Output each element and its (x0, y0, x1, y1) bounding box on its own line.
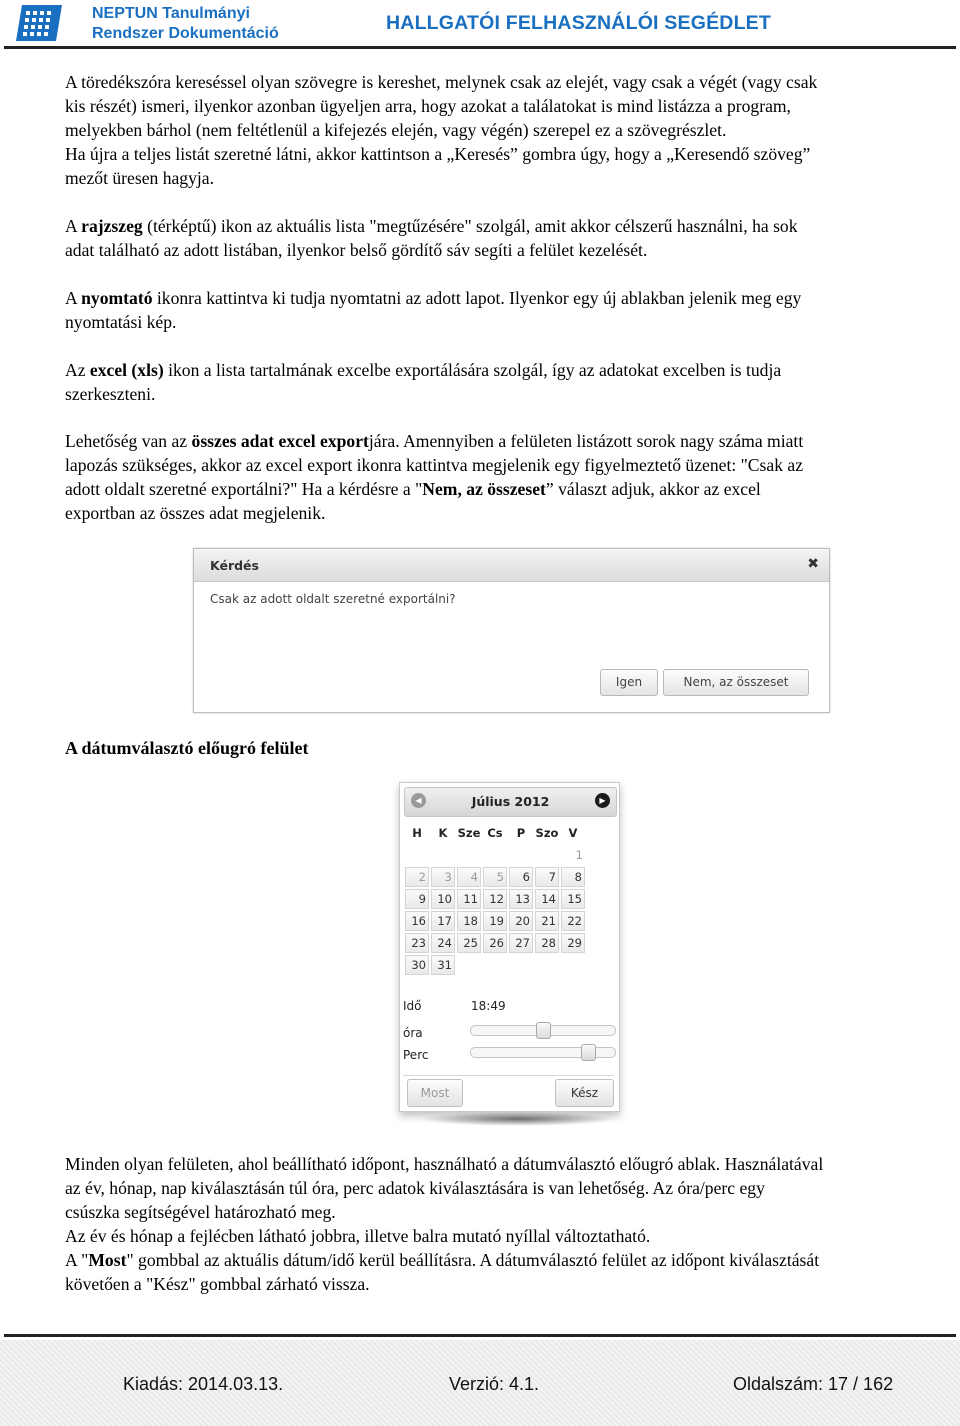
weekday-label: Sze (457, 826, 481, 840)
pin-term: rajzszeg (81, 216, 143, 236)
hour-label: óra (403, 1026, 423, 1040)
calendar-day[interactable]: 7 (535, 867, 559, 887)
empty-day-cell (483, 955, 507, 975)
calendar-day[interactable]: 14 (535, 889, 559, 909)
minute-slider-handle[interactable] (581, 1044, 596, 1061)
page-header (0, 0, 960, 50)
document-title: HALLGATÓI FELHASZNÁLÓI SEGÉDLET (386, 12, 771, 34)
excel-term: excel (xls) (89, 360, 164, 380)
weekday-label: Szo (535, 826, 559, 840)
calendar-week-row (405, 845, 585, 865)
text-line: nyomtatási kép. (65, 312, 177, 332)
time-label: Idő (403, 999, 422, 1013)
datepicker-header (404, 787, 617, 817)
calendar-day[interactable]: 13 (509, 889, 533, 909)
datepicker-popup (399, 782, 620, 1112)
text-line: csúszka segítségével határozható meg. (65, 1202, 336, 1222)
text-line: kis részét) ismeri, ilyenkor azonban ügyeljen arra, hogy azokat a találatokat is mind listázza a program, (65, 96, 791, 116)
empty-day-cell (457, 845, 481, 865)
text-line: szerkeszteni. (65, 384, 156, 404)
text-run: " gombbal az aktuális dátum/idő kerül beállításra. A dátumválasztó felület az időpont kiválasztását (126, 1250, 820, 1270)
weekday-label: K (438, 826, 448, 840)
calendar-day[interactable]: 4 (457, 867, 481, 887)
calendar-day[interactable]: 5 (483, 867, 507, 887)
text-run: ” választ adjuk, akkor az excel (545, 479, 761, 499)
calendar-week-row (405, 955, 585, 975)
brand-name (92, 4, 279, 44)
calendar-day[interactable]: 23 (405, 933, 429, 953)
calendar-day[interactable]: 15 (561, 889, 585, 909)
text-line: követően a "Kész" gombbal zárható vissza. (65, 1274, 370, 1294)
text-run: jára. Amennyiben a felületen listázott sorok nagy száma miatt (368, 431, 804, 451)
text-line (65, 477, 956, 501)
empty-day-cell (457, 955, 481, 975)
text-line: exportban az összes adat megjelenik. (65, 503, 326, 523)
text-line (65, 286, 956, 310)
page-number: Oldalszám: 17 / 162 (733, 1374, 894, 1394)
header-divider (4, 46, 956, 49)
calendar-day[interactable]: 16 (405, 911, 429, 931)
text-line (65, 358, 956, 382)
calendar-day[interactable]: 18 (457, 911, 481, 931)
text-line: A töredékszóra kereséssel olyan szövegre is kereshet, melynek csak az elejét, vagy csak a végét (vagy csak (65, 72, 818, 92)
text-run: Lehetőség van az (65, 431, 192, 451)
paragraph-fragment-search (65, 70, 956, 190)
calendar-day[interactable]: 25 (457, 933, 481, 953)
text-line: melyekben bárhol (nem feltétlenül a kifejezés elején, vagy végén) szerepel ez a szövegrészlet. (65, 120, 727, 140)
calendar-day[interactable]: 27 (509, 933, 533, 953)
text-run: A " (65, 1250, 89, 1270)
paragraph-printer (65, 286, 956, 334)
calendar-day[interactable]: 19 (483, 911, 507, 931)
text-run: ikon a lista tartalmának excelbe exportálására szolgál, így az adatokat excelben is tudja (163, 360, 782, 380)
calendar-day[interactable]: 3 (431, 867, 455, 887)
weekday-label: P (516, 826, 526, 840)
calendar-day[interactable]: 12 (483, 889, 507, 909)
calendar-day[interactable]: 11 (457, 889, 481, 909)
text-line: az év, hónap, nap kiválasztásán túl óra, perc adatok kiválasztására is van lehetőség. Az óra/perc egy (65, 1178, 765, 1198)
text-run: A (65, 216, 82, 236)
export-question-dialog (193, 548, 830, 713)
calendar-day[interactable]: 20 (509, 911, 533, 931)
minute-slider[interactable] (470, 1047, 616, 1058)
text-run: A (65, 288, 82, 308)
calendar-day[interactable]: 31 (431, 955, 455, 975)
calendar-day[interactable]: 28 (535, 933, 559, 953)
brand-line-2: Rendszer Dokumentáció (92, 25, 279, 42)
text-line (65, 214, 956, 238)
text-line: adat található az adott listában, ilyenkor belső gördítő sáv segíti a felület kezelését. (65, 240, 648, 260)
no-all-button[interactable]: Nem, az összeset (663, 669, 809, 696)
text-run: Az (65, 360, 90, 380)
edition-date: Kiadás: 2014.03.13. (123, 1374, 284, 1394)
weekday-label: Cs (487, 826, 503, 840)
calendar-day[interactable]: 30 (405, 955, 429, 975)
calendar-week-row (405, 911, 585, 931)
empty-day-cell (535, 955, 559, 975)
time-value: 18:49 (471, 999, 506, 1013)
next-month-icon[interactable]: ▶ (595, 793, 610, 808)
export-all-term: összes adat excel export (191, 431, 369, 451)
hour-slider-handle[interactable] (536, 1022, 551, 1039)
calendar-day[interactable]: 6 (509, 867, 533, 887)
text-line: Az év és hónap a fejlécben látható jobbra, illetve balra mutató nyíllal változtatható. (65, 1226, 651, 1246)
calendar-day[interactable]: 24 (431, 933, 455, 953)
calendar-day[interactable]: 26 (483, 933, 507, 953)
text-line (65, 1248, 956, 1272)
page-footer (0, 1340, 960, 1426)
version-number: Verzió: 4.1. (449, 1374, 540, 1394)
calendar-grid (403, 821, 587, 977)
weekday-label: H (412, 826, 422, 840)
empty-day-cell (561, 955, 585, 975)
calendar-day[interactable]: 21 (535, 911, 559, 931)
datepicker-shadow (420, 1112, 616, 1126)
empty-day-cell (483, 845, 507, 865)
done-button[interactable]: Kész (555, 1079, 614, 1107)
text-line (65, 429, 956, 453)
text-line: Ha újra a teljes listát szeretné látni, akkor kattintson a „Keresés” gombra úgy, hogy a „Keresendő szöveg” (65, 144, 811, 164)
paragraph-pin (65, 214, 956, 262)
text-run: (térképtű) ikon az aktuális lista "megtűzésére" szolgál, amit akkor célszerű használni, ha sok (142, 216, 798, 236)
empty-day-cell (509, 845, 533, 865)
neptun-logo-icon (16, 3, 62, 43)
calendar-day[interactable]: 22 (561, 911, 585, 931)
text-run: adott oldalt szeretné exportálni?" Ha a kérdésre a " (65, 479, 423, 499)
text-run: ikonra kattintva ki tudja nyomtatni az adott lapot. Ilyenkor egy új ablakban jelenik meg egy (152, 288, 802, 308)
calendar-day[interactable]: 2 (405, 867, 429, 887)
text-line: Minden olyan felületen, ahol beállítható időpont, használható a dátumválasztó előugró ablak. Használatával (65, 1154, 824, 1174)
weekday-row (405, 823, 585, 843)
paragraph-datepicker-usage (65, 1152, 956, 1248)
dialog-titlebar (194, 549, 829, 582)
calendar-day[interactable]: 8 (561, 867, 585, 887)
footer-divider (4, 1334, 956, 1337)
calendar-week-row (405, 867, 585, 887)
text-line: lapozás szükséges, akkor az excel export ikonra kattintva megjelenik egy figyelmeztető üzenet: "Csak az (65, 455, 804, 475)
month-label: Július 2012 (471, 794, 550, 809)
empty-day-cell (509, 955, 533, 975)
paragraph-export-all (65, 429, 956, 525)
now-term: Most (88, 1250, 127, 1270)
calendar-day[interactable]: 10 (431, 889, 455, 909)
paragraph-now-done (65, 1248, 956, 1296)
empty-day-cell (535, 845, 559, 865)
printer-term: nyomtató (81, 288, 153, 308)
paragraph-excel (65, 358, 956, 406)
no-all-term: Nem, az összeset (422, 479, 546, 499)
calendar-day[interactable]: 1 (575, 848, 583, 862)
brand-line-1: NEPTUN Tanulmányi (92, 5, 250, 22)
yes-button[interactable]: Igen (600, 669, 658, 696)
now-button[interactable]: Most (407, 1079, 463, 1107)
calendar-week-row (405, 933, 585, 953)
calendar-day[interactable]: 17 (431, 911, 455, 931)
weekday-label: V (568, 826, 578, 840)
dialog-message: Csak az adott oldalt szeretné exportálni? (210, 592, 456, 606)
text-line: mezőt üresen hagyja. (65, 168, 214, 188)
empty-day-cell (405, 845, 429, 865)
dialog-title: Kérdés (210, 558, 259, 573)
calendar-day[interactable]: 9 (405, 889, 429, 909)
close-icon[interactable]: ✖ (807, 556, 819, 572)
minute-label: Perc (403, 1048, 429, 1062)
hour-slider[interactable] (470, 1025, 616, 1036)
section-title: A dátumválasztó előugró felület (65, 738, 309, 758)
prev-month-icon[interactable]: ◀ (411, 793, 426, 808)
calendar-week-row (405, 889, 585, 909)
empty-day-cell (431, 845, 455, 865)
calendar-day[interactable]: 29 (561, 933, 585, 953)
datepicker-divider (403, 1075, 614, 1076)
